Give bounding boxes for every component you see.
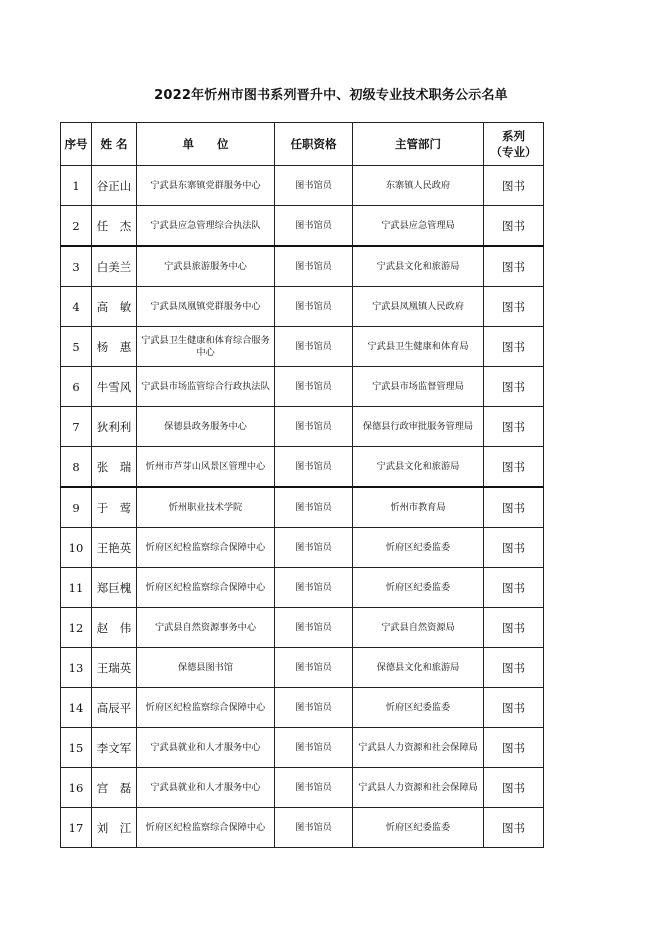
row-series: 图书 xyxy=(484,648,544,688)
row-department: 宁武县凤凰镇人民政府 xyxy=(353,287,484,327)
row-qualification: 图书馆员 xyxy=(275,728,353,768)
row-unit: 忻府区纪检监察综合保障中心 xyxy=(137,568,275,608)
row-unit: 忻府区纪检监察综合保障中心 xyxy=(137,688,275,728)
row-series: 图书 xyxy=(484,367,544,407)
row-number: 5 xyxy=(61,327,92,367)
row-name: 王艳英 xyxy=(92,528,137,568)
row-series: 图书 xyxy=(484,608,544,648)
row-qualification: 图书馆员 xyxy=(275,287,353,327)
document-title: 2022年忻州市图书系列晋升中、初级专业技术职务公示名单 xyxy=(154,88,508,103)
row-department: 宁武县人力资源和社会保障局 xyxy=(353,728,484,768)
row-series: 图书 xyxy=(484,808,544,848)
table-body xyxy=(61,166,544,848)
row-unit: 宁武县卫生健康和体育综合服务中心 xyxy=(137,327,275,367)
row-name: 张 瑞 xyxy=(92,447,137,488)
header-unit: 单 位 xyxy=(137,123,275,166)
table-row xyxy=(61,528,544,568)
row-series: 图书 xyxy=(484,447,544,488)
row-series: 图书 xyxy=(484,327,544,367)
row-qualification: 图书馆员 xyxy=(275,166,353,206)
row-name: 高 敏 xyxy=(92,287,137,327)
table-row xyxy=(61,166,544,206)
row-unit: 忻州市芦芽山风景区管理中心 xyxy=(137,447,275,488)
row-series: 图书 xyxy=(484,487,544,528)
row-department: 宁武县应急管理局 xyxy=(353,206,484,247)
row-department: 宁武县市场监督管理局 xyxy=(353,367,484,407)
row-qualification: 图书馆员 xyxy=(275,808,353,848)
row-department: 保德县文化和旅游局 xyxy=(353,648,484,688)
row-name: 谷正山 xyxy=(92,166,137,206)
table-row xyxy=(61,688,544,728)
row-unit: 宁武县自然资源事务中心 xyxy=(137,608,275,648)
row-department: 忻府区纪委监委 xyxy=(353,808,484,848)
header-series-line1: 系列 xyxy=(502,129,525,143)
row-series: 图书 xyxy=(484,407,544,447)
row-series: 图书 xyxy=(484,528,544,568)
row-number: 15 xyxy=(61,728,92,768)
table-row xyxy=(61,246,544,287)
row-series: 图书 xyxy=(484,166,544,206)
row-name: 任 杰 xyxy=(92,206,137,247)
row-department: 忻府区纪委监委 xyxy=(353,568,484,608)
table-row xyxy=(61,808,544,848)
row-unit: 宁武县应急管理综合执法队 xyxy=(137,206,275,247)
row-unit: 宁武县凤凰镇党群服务中心 xyxy=(137,287,275,327)
row-department: 宁武县卫生健康和体育局 xyxy=(353,327,484,367)
row-unit: 忻府区纪检监察综合保障中心 xyxy=(137,528,275,568)
row-series: 图书 xyxy=(484,246,544,287)
row-name: 宫 磊 xyxy=(92,768,137,808)
row-name: 赵 伟 xyxy=(92,608,137,648)
row-name: 于 莺 xyxy=(92,487,137,528)
row-qualification: 图书馆员 xyxy=(275,648,353,688)
row-series: 图书 xyxy=(484,206,544,247)
row-name: 王瑞英 xyxy=(92,648,137,688)
row-name: 郑巨槐 xyxy=(92,568,137,608)
row-qualification: 图书馆员 xyxy=(275,246,353,287)
row-number: 14 xyxy=(61,688,92,728)
row-unit: 忻州职业技术学院 xyxy=(137,487,275,528)
table-row xyxy=(61,206,544,247)
row-number: 10 xyxy=(61,528,92,568)
row-unit: 宁武县就业和人才服务中心 xyxy=(137,728,275,768)
table-row xyxy=(61,608,544,648)
row-name: 刘 江 xyxy=(92,808,137,848)
row-number: 9 xyxy=(61,487,92,528)
row-name: 杨 惠 xyxy=(92,327,137,367)
row-unit: 忻府区纪检监察综合保障中心 xyxy=(137,808,275,848)
table-row xyxy=(61,648,544,688)
row-department: 保德县行政审批服务管理局 xyxy=(353,407,484,447)
header-series-line2: （专业） xyxy=(490,145,537,159)
header-no: 序号 xyxy=(61,123,92,166)
table-row xyxy=(61,768,544,808)
row-number: 7 xyxy=(61,407,92,447)
row-name: 牛雪风 xyxy=(92,367,137,407)
row-department: 忻州市教育局 xyxy=(353,487,484,528)
table-row xyxy=(61,407,544,447)
row-qualification: 图书馆员 xyxy=(275,688,353,728)
row-series: 图书 xyxy=(484,728,544,768)
table-row xyxy=(61,367,544,407)
row-qualification: 图书馆员 xyxy=(275,327,353,367)
row-department: 宁武县文化和旅游局 xyxy=(353,447,484,488)
table-row xyxy=(61,447,544,488)
row-unit: 保德县政务服务中心 xyxy=(137,407,275,447)
row-number: 3 xyxy=(61,246,92,287)
row-department: 宁武县文化和旅游局 xyxy=(353,246,484,287)
row-name: 狄利利 xyxy=(92,407,137,447)
row-unit: 宁武县东寨镇党群服务中心 xyxy=(137,166,275,206)
publicity-list-table xyxy=(60,122,544,848)
row-number: 17 xyxy=(61,808,92,848)
row-qualification: 图书馆员 xyxy=(275,407,353,447)
header-department: 主管部门 xyxy=(353,123,484,166)
row-number: 13 xyxy=(61,648,92,688)
row-unit: 宁武县旅游服务中心 xyxy=(137,246,275,287)
row-qualification: 图书馆员 xyxy=(275,206,353,247)
row-number: 2 xyxy=(61,206,92,247)
table-row xyxy=(61,287,544,327)
row-unit: 保德县图书馆 xyxy=(137,648,275,688)
table-row xyxy=(61,487,544,528)
row-unit: 宁武县就业和人才服务中心 xyxy=(137,768,275,808)
row-number: 6 xyxy=(61,367,92,407)
header-name: 姓 名 xyxy=(92,123,137,166)
row-department: 忻府区纪委监委 xyxy=(353,688,484,728)
row-number: 8 xyxy=(61,447,92,488)
row-department: 宁武县自然资源局 xyxy=(353,608,484,648)
row-series: 图书 xyxy=(484,287,544,327)
header-series xyxy=(484,123,544,166)
row-unit: 宁武县市场监管综合行政执法队 xyxy=(137,367,275,407)
row-series: 图书 xyxy=(484,688,544,728)
row-number: 1 xyxy=(61,166,92,206)
row-number: 16 xyxy=(61,768,92,808)
row-name: 白美兰 xyxy=(92,246,137,287)
row-qualification: 图书馆员 xyxy=(275,568,353,608)
row-department: 宁武县人力资源和社会保障局 xyxy=(353,768,484,808)
row-name: 李文军 xyxy=(92,728,137,768)
row-qualification: 图书馆员 xyxy=(275,608,353,648)
row-name: 高辰平 xyxy=(92,688,137,728)
header-qualification: 任职资格 xyxy=(275,123,353,166)
table-row xyxy=(61,327,544,367)
row-qualification: 图书馆员 xyxy=(275,367,353,407)
row-qualification: 图书馆员 xyxy=(275,487,353,528)
row-qualification: 图书馆员 xyxy=(275,447,353,488)
row-qualification: 图书馆员 xyxy=(275,768,353,808)
row-number: 11 xyxy=(61,568,92,608)
row-department: 忻府区纪委监委 xyxy=(353,528,484,568)
row-qualification: 图书馆员 xyxy=(275,528,353,568)
table-header-row xyxy=(61,123,544,166)
row-series: 图书 xyxy=(484,768,544,808)
row-department: 东寨镇人民政府 xyxy=(353,166,484,206)
row-series: 图书 xyxy=(484,568,544,608)
row-number: 4 xyxy=(61,287,92,327)
table-row xyxy=(61,568,544,608)
table-row xyxy=(61,728,544,768)
row-number: 12 xyxy=(61,608,92,648)
